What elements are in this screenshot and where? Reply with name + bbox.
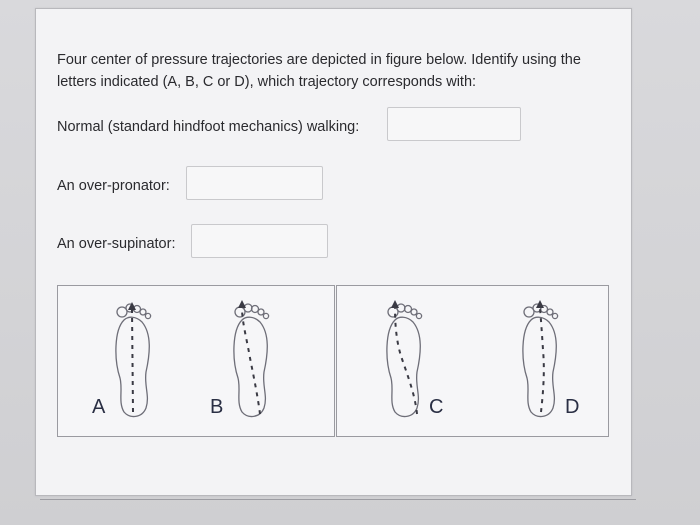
- over-pronator-label: An over-pronator:: [57, 178, 170, 194]
- foot-trajectory-c-icon: [377, 298, 435, 418]
- over-supinator-label: An over-supinator:: [57, 236, 176, 252]
- trajectory-label-b: B: [210, 396, 224, 418]
- normal-walking-label: Normal (standard hindfoot mechanics) walking:: [57, 119, 360, 135]
- normal-walking-answer-input[interactable]: [387, 107, 521, 141]
- figure-panel-right: [336, 285, 609, 437]
- trajectory-label-d: D: [565, 396, 580, 418]
- trajectory-label-a: A: [92, 396, 106, 418]
- over-supinator-answer-input[interactable]: [191, 224, 328, 258]
- trajectory-label-c: C: [429, 396, 444, 418]
- figure-panel-left: [57, 285, 335, 437]
- over-pronator-answer-input[interactable]: [186, 166, 323, 200]
- question-prompt: Four center of pressure trajectories are depicted in figure below. Identify using the letters indicated (A, B, C or D), which trajectory corresponds with:: [57, 52, 581, 90]
- question-card: [35, 8, 632, 496]
- card-divider: [40, 499, 636, 500]
- foot-trajectory-a-icon: [106, 298, 164, 418]
- foot-trajectory-b-icon: [224, 298, 282, 418]
- foot-trajectory-d-icon: [513, 298, 571, 418]
